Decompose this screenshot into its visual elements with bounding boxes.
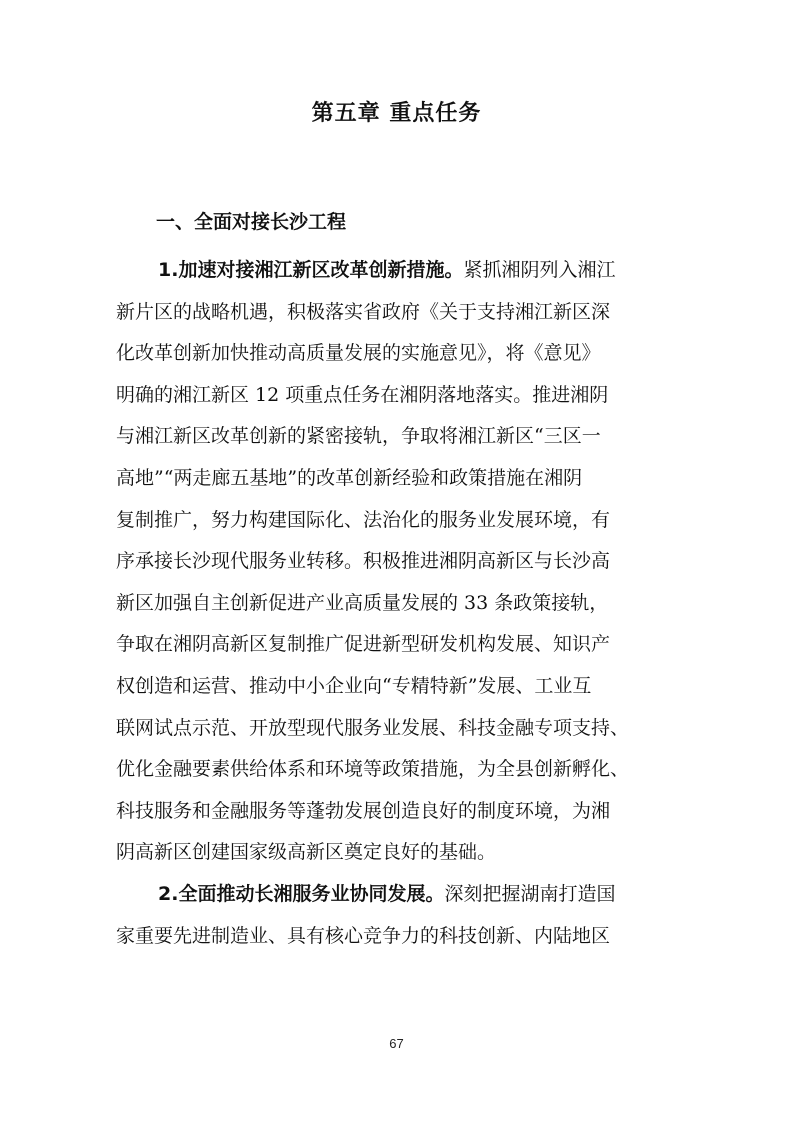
paragraph-line: 联网试点示范、开放型现代服务业发展、科技金融专项支持、	[116, 716, 630, 739]
paragraph-line: 与湘江新区改革创新的紧密接轨，争取将湘江新区“三区一	[116, 425, 601, 448]
chapter-title: 第五章 重点任务	[311, 101, 482, 126]
paragraph-line: 家重要先进制造业、具有核心竞争力的科技创新、内陆地区	[116, 924, 611, 947]
paragraph-line	[116, 874, 681, 916]
page-number: 67	[389, 1036, 404, 1051]
paragraph-line: 序承接长沙现代服务业转移。积极推进湘阴高新区与长沙高	[116, 550, 611, 573]
paragraph-line-text: 深刻把握湖南打造国	[444, 882, 616, 905]
paragraph-line: 明确的湘江新区 12 项重点任务在湘阴落地落实。推进湘阴	[116, 383, 609, 406]
body-text	[116, 250, 681, 957]
section-heading: 一、全面对接长沙工程	[156, 211, 347, 233]
paragraph-2	[116, 874, 681, 957]
paragraph-line: 阴高新区创建国家级高新区奠定良好的基础。	[116, 841, 497, 864]
paragraph-lead: 1.加速对接湘江新区改革创新措施。	[158, 259, 464, 281]
paragraph-line	[116, 250, 681, 292]
paragraph-line: 优化金融要素供给体系和环境等政策措施，为全县创新孵化、	[116, 758, 630, 781]
paragraph-line: 新片区的战略机遇，积极落实省政府《关于支持湘江新区深	[116, 300, 611, 323]
paragraph-line: 复制推广，努力构建国际化、法治化的服务业发展环境，有	[116, 508, 611, 531]
paragraph-line: 新区加强自主创新促进产业高质量发展的 33 条政策接轨，	[116, 591, 609, 614]
paragraph-line-text: 紧抓湘阴列入湘江	[463, 259, 616, 281]
paragraph-line: 争取在湘阴高新区复制推广促进新型研发机构发展、知识产	[116, 633, 611, 656]
paragraph-1	[116, 250, 681, 874]
paragraph-lead: 2.全面推动长湘服务业协同发展。	[158, 882, 445, 905]
paragraph-line: 权创造和运营、推动中小企业向“专精特新”发展、工业互	[116, 674, 592, 697]
paragraph-line: 高地”“两走廊五基地”的改革创新经验和政策措施在湘阴	[116, 466, 583, 489]
paragraph-line: 化改革创新加快推动高质量发展的实施意见》，将《意见》	[116, 342, 601, 365]
paragraph-line: 科技服务和金融服务等蓬勃发展创造良好的制度环境，为湘	[116, 799, 611, 822]
